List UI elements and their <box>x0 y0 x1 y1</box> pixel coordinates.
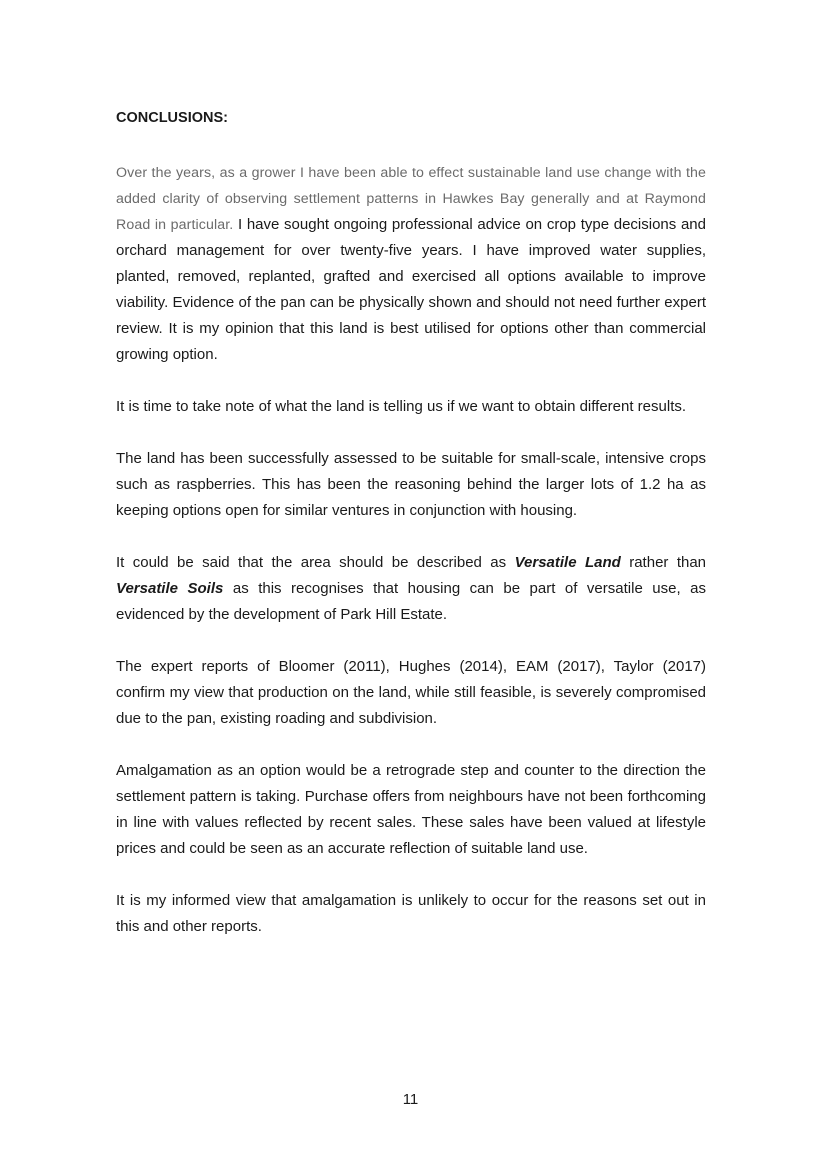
paragraph-1-lead: Over the years, as a grower I have been able to effect sustainable land use change with the added clarity of observing settlement patterns in Hawkes Bay generally and at Raymond Road in particular. <box>116 165 706 233</box>
paragraph-4-part-a: It could be said that the area should be described as <box>116 554 515 571</box>
paragraph-7: It is my informed view that amalgamation is unlikely to occur for the reasons set out in this and other reports. <box>116 892 706 935</box>
paragraph-1-body: I have sought ongoing professional advice on crop type decisions and orchard management for over twenty-five years. I have improved water supplies, planted, removed, replanted, grafted and exercised all options available to improve viability. Evidence of the pan can be physically shown and should not need further expert review. It is my opinion that this land is best utilised for options other than commercial growing option. <box>116 216 706 363</box>
paragraph-2: It is time to take note of what the land is telling us if we want to obtain different results. <box>116 398 687 415</box>
page-number: 11 <box>402 1091 419 1108</box>
paragraph-4-part-e: as this recognises that housing can be part of versatile use, as evidenced by the development of Park Hill Estate. <box>116 580 706 623</box>
paragraph-1 <box>116 160 706 368</box>
paragraph-4 <box>116 550 706 628</box>
paragraph-4-part-c: rather than <box>620 554 707 571</box>
paragraph-5: The expert reports of Bloomer (2011), Hughes (2014), EAM (2017), Taylor (2017) confirm my view that production on the land, while still feasible, is severely compromised due to the pan, existing roading and subdivision. <box>116 658 706 727</box>
term-versatile-land: Versatile Land <box>514 554 621 571</box>
paragraph-6: Amalgamation as an option would be a retrograde step and counter to the direction the settlement pattern is taking. Purchase offers from neighbours have not been forthcoming in line with values reflected by recent sales. These sales have been valued at lifestyle prices and could be seen as an accurate reflection of suitable land use. <box>116 762 706 857</box>
paragraph-3: The land has been successfully assessed to be suitable for small-scale, intensive crops such as raspberries. This has been the reasoning behind the larger lots of 1.2 ha as keeping options open for similar ventures in conjunction with housing. <box>116 450 706 519</box>
term-versatile-soils: Versatile Soils <box>116 580 224 597</box>
section-heading: CONCLUSIONS: <box>116 110 228 126</box>
page-content <box>116 108 706 966</box>
